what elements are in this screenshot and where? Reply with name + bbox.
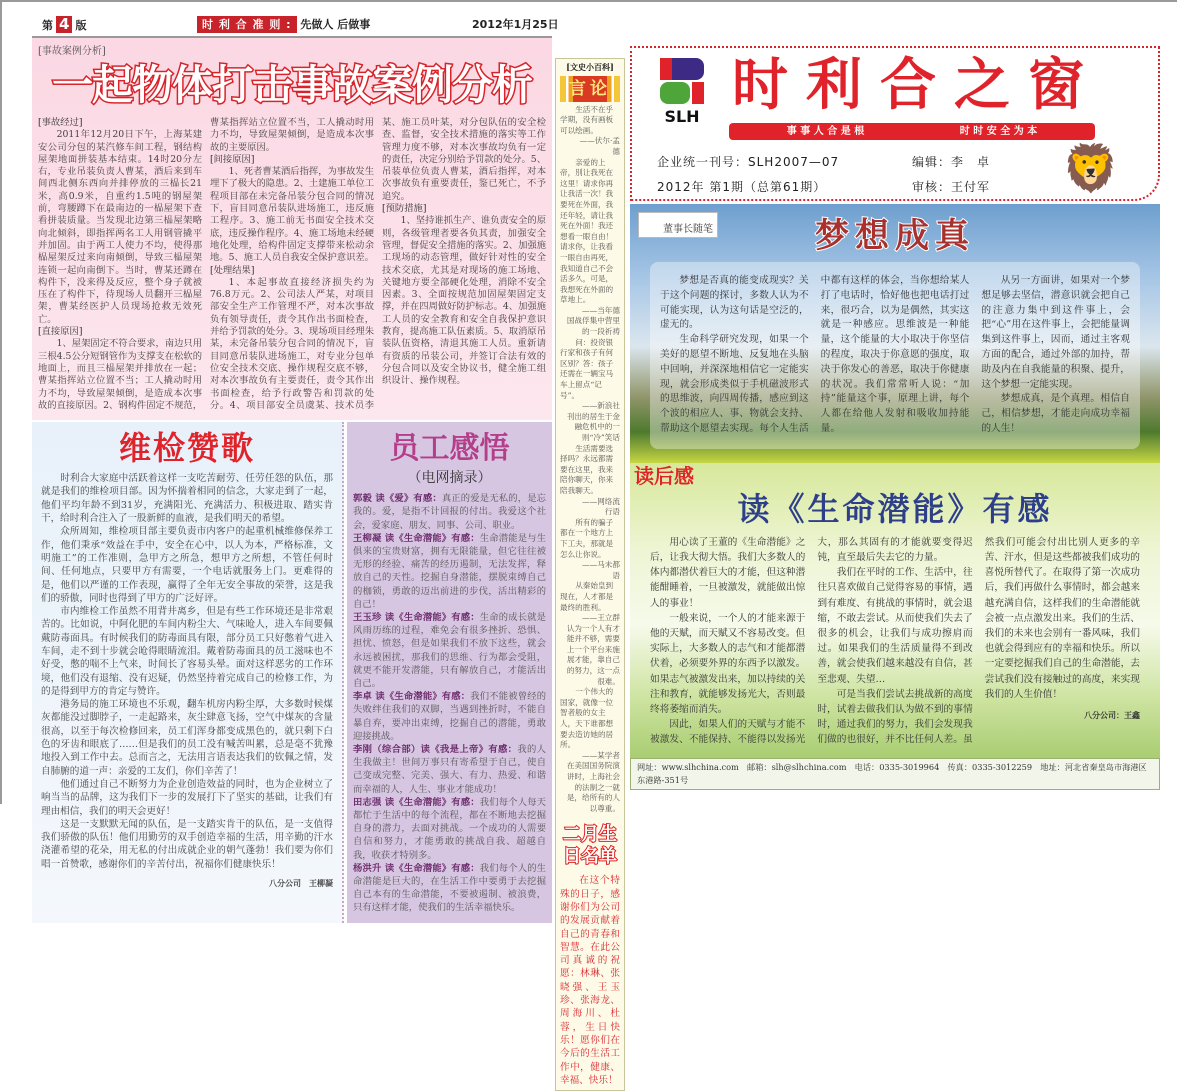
paragraph: 2011年12月20日下午，上海某建安公司分包的某汽修车间工程，钢结构屋架地面拼装基本结束。14时20分左右，专业吊装负责人曹某，酒后来到车间西北侧东西向并排停放的三榀长21米，高0.9米，自重约1.5吨的钢屋架前，弯腰蹲下在最南边的一榀屋架下查看拼装质量。当发现北边第三榀屋架略向北倾斜，即指挥两名工人用钢管撬平并加固。由于两工人使力不均，使得那榀屋架反过来向南倾倒，导致三榀屋架连锁一起向南倒下。当时，曹某还蹲在构件下，没来得及反应，整个身子就被压在了构件下，待现场人员翻开三榀屋架，曹某经医护人员现场抢救无效死亡。 — [38, 129, 202, 325]
quote-source: ——王立群认为一个人有才能并不够，需要上一个平台来施展才能，靠自己的努力，这一点很难。 — [566, 613, 620, 686]
paragraph: 从另一方面讲，如果对一个梦想足够去坚信，潜意识就会把自己的注意力集中到这件事上，会把“心”用在这件事上，会把能量调集到这件事上，因而，通过主客观方面的配合，通过外部的加持，帮助及内在自我能量的积聚、提升，这个梦想一定能实现。 — [981, 275, 1130, 390]
page-header — [32, 14, 625, 36]
paragraph: 梦想成真，是个真理。相信自己，相信梦想，才能走向成功幸福的人生！ — [981, 393, 1130, 434]
section-heading: [直接原因] — [38, 326, 83, 338]
page-number — [42, 16, 86, 33]
paragraph: 我们在平时的工作、生活中，往往只喜欢做自己觉得容易的事情，遇到有难度、有挑战的事情时，就会退缩，不敢去尝试。从而使我们失去了很多的机会，让我们与成功擦肩而过。如果我们的生活质量得不到改善，就会使我们越来越没有自信，甚至悲观、失望… — [817, 567, 973, 685]
insight-author: 杨洪升 读《生命潜能》有感： — [353, 862, 480, 874]
paragraph: 用心读了王董的《生命潜能》之后，让我大彻大悟。我们大多数人的体内都潜伏着巨大的才能，但这种潜能酣睡着，一旦被激发，就能做出惊人的事业！ — [650, 536, 806, 609]
quote-source: ——马未都语 — [582, 560, 620, 580]
section-label: 读后感 — [634, 463, 694, 488]
birthday-text: 在这个特殊的日子，感谢你们为公司的发展贡献着自己的青春和智慧。在此公司真诚的祝愿：林琳、张晓强、王玉珍、张海龙、周海川、杜蓉，生日快乐！愿你们在今后的生活工作中，健康、幸福、快乐！ — [560, 875, 620, 1086]
motto — [197, 16, 370, 32]
insight-item — [353, 532, 546, 611]
maintenance-song-article — [32, 422, 344, 923]
quote-text: 生活需要选择吗？永远都需要在这里，我来陪你聊天，你来陪我聊天。 — [560, 443, 614, 495]
insight-author: 王柳凝 读《生命潜能》有感： — [353, 532, 480, 544]
page-suffix: 版 — [75, 19, 87, 32]
quote-source: ——某学者在美国国务院演讲时，上海社会的法制之一就是，给所有的人以尊重。 — [566, 750, 620, 813]
insight-item — [353, 492, 546, 532]
contact-footer: 网址：www.slhchina.com 邮箱：slh@slhchina.com 电话：0335-3019964 传真：0335-3012259 地址：河北省秦皇岛市海港区东港路-351号 — [630, 758, 1160, 790]
paragraph: 时利合大家庭中活跃着这样一支吃苦耐劳、任劳任怨的队伍，那就是我们的维检项目部。因为怀揣着相同的信念，大家走到了一起，他们平均年龄不到31岁，充满阳光、充满活力、积极进取、踏实肯干，给时利合注入了一股新鲜的血液，是我们明天的希望。 — [41, 473, 333, 525]
paragraph: 市内维检工作虽然不用背井离乡，但是有些工作环境还是非常艰苦的。比如说，中阿化肥的车间内粉尘大、气味呛人，进入车间要佩戴防毒面具。有时候我们的防毒面具有限，部分员工只好憋着气进入车间，走不到十步就会呛得眼睛流泪。戴着防毒面具的员工滋味也不好受，憋的喘不上气来，时间长了容易头晕。面对这样恶劣的工作环境，他们没有退缩、没有迟疑，仍然坚持着完成自己的检修工作，为的是得到甲方的肯定与赞许。 — [41, 606, 333, 697]
insight-text: 真正的爱是无私的，是忘我的。爱，是指不计回报的付出。我爱这个社会，爱家庭、朋友、同事、公司、职业。 — [353, 493, 546, 531]
serial-number: 企业统一刊号：SLH2007—07 — [657, 155, 840, 169]
paragraph: 可是当我们尝试去挑战新的高度时，试着去做我们认为做不到的事情时，通过我们的努力，我们会发现我们做的也很好，并不比任何人差。虽然我们可能会付出比别人更多的辛苦、汗水，但是这些都被我们成功的喜悦所替代了。在取得了第一次成功后，我们再做什么事情时，都会越来越充满自信，这样我们的生命潜能就会被一点点激发出来。我们的生活、我们的未来也会别有一番风味，我们也就会得到应有的幸福和快乐。所以一定要挖掘我们自己的生命潜能，去尝试我们没有接触过的高度，来实现我们的人生价值！ — [817, 536, 1140, 746]
insight-item — [353, 611, 546, 690]
article-title: 一起物体打击事故案例分析 — [52, 61, 532, 109]
section-tag: [事故案例分析] — [38, 46, 106, 57]
birthday-title — [560, 824, 620, 868]
insight-text: 生命潜能是与生俱来的宝贵财富，拥有无限能量，但它往往被无形的经验、痛苦的经历遏制，无法发挥，释放自己的天性。挖掘自身潜能，摆脱束缚自己的枷锁，勇敢的迈出前进的步伐，活出精彩的自己！ — [353, 532, 546, 610]
paragraph: 因此，如果人们的天赋与才能不被激发、不能保持、不能得以发扬光大，那么其固有的才能就要变得迟钝，直至最后失去它的力量。 — [650, 536, 973, 746]
quote-source: ——网络流行语 — [582, 496, 620, 517]
issue-date: 2012年1月25日 — [472, 18, 559, 31]
paragraph: 1、坚持谁抓生产、谁负责安全的原则，各级管理者要各负其责，加强安全管理，督促安全措施的落实。2、加强施工现场的动态管理，做好针对性的安全技术交底，尤其是对现场的施工场地、关键地方要全部硬化处理，消除不安全因素。3、全面按规范加固屋架固定支撑，并在四周做好防护标志。4、加强施工人员的安全教育和安全自我保护意识教育，提高施工队伍素质。5、取消原吊装队伍资格，清退其施工人员。重新请有资质的吊装公司，并签订合法有效的分包合同以及安全协议书，健全施工组织设计、操作规程。 — [382, 215, 546, 387]
dream-header — [650, 212, 1140, 262]
insight-author: 李卓 读《生命潜能》有感： — [353, 691, 471, 703]
bottom-articles — [32, 422, 552, 923]
paragraph: 1、屋架固定不符合要求，南边只用三根4.5公分短钢管作为支撑支在松软的地面上，而且三榀屋架并排放在一起；曹某指挥站立位置不当；工人撬动时用力不均，导致屋架倾倒，是造成本次事故的直接原因。2、钢构件固定不规范，曹某指挥站立位置不当，工人撬动时用力不均，导致屋架倾倒，是造成本次事故的主要原因。 — [38, 117, 374, 411]
article-body — [650, 262, 1140, 449]
page-number-box: 4 — [56, 16, 72, 33]
paragraph: 一般来说，一个人的才能来源于他的天赋，而天赋又不容易改变。但实际上，大多数人的志气和才能都潜伏着，必须要外界的东西予以激发。如果志气被激发出来，加以持续的关注和教育，就能够发扬光大，否则最终将萎缩而消失。 — [650, 612, 806, 715]
paragraph: 梦想是否真的能变成现实？关于这个问题的探讨，多数人认为不可能实现，认为这句话是空泛的，虚无的。 — [660, 275, 809, 331]
slogan-left: 事 事 人 合 是 根 — [786, 126, 865, 137]
reviewer: 审核：王付军 — [912, 180, 991, 194]
quote-list — [560, 105, 620, 815]
insight-author: 王玉珍 读《生命潜能》有感： — [353, 611, 480, 623]
paragraph: 生命科学研究发现，如果一个美好的愿望不断地、反复地在头脑中回响，并深深地相信它一定能实现，就会形成类似于手机磁波形式的思维波，向四周传播，感应到这个波的相应人、事、物就会支持、帮助这个愿望去实现。每个人生活中都有这样的体会，当你想给某人打了电话时，恰好他也把电话打过来，很巧合，以为是偶然，其实这就是一种感应。思维波是一种能量，这个能量的大小取决于你坚信的程度，取决于你意愿的强度，取决于你发心的善恶，取决于你健康的状况。我们常常听人说：“加持”能量这个事，原理上讲，每个人都在给他人发射和吸收加持能量。 — [660, 275, 970, 434]
quote-text: 亲爱的上帝，別让我死在这里！请求你再让我活一次！我要死在外面，我还年轻，请让我死在外面！我还想看一眼自由！请求你，让我看一眼自由再死，我知道自己不会活多久，可是，我想死在外面的草地上。 — [560, 157, 614, 305]
article-body — [38, 117, 546, 412]
slogan-right: 时 时 安 全 为 本 — [959, 126, 1038, 137]
insight-text: 我们不能被曾经的失败绊住我们的双脚，当遇到挫折时，不能自暴自弃，要冲出束缚，挖掘自己的潜能，勇敢迎接挑战。 — [353, 691, 546, 742]
article-title: 员工感悟 — [389, 431, 510, 467]
insight-item — [353, 862, 546, 915]
article-body — [41, 472, 333, 890]
article-subtitle: （电网摘录） — [407, 470, 492, 487]
sidebar-quotes — [555, 58, 625, 1091]
svg-text:SLH: SLH — [664, 107, 700, 126]
left-page — [32, 14, 625, 1091]
sidebar-tag: [文史小百科] — [566, 62, 614, 72]
left-page-body — [32, 36, 625, 1091]
paragraph: 这是一支默默无闻的队伍，是一支踏实肯干的队伍，是一支值得我们骄傲的队伍！他们用勤劳的双手创造幸福的生活，用辛勤的汗水浇灌希望的花朵，用无私的付出成就企业的朝气蓬勃！我们要为你们唱一首赞歌，感谢你们的辛苦付出，祝福你们健康快乐！ — [41, 818, 333, 870]
quote-source: ——伏尔·孟德 — [579, 136, 620, 156]
insight-text: 我的人生我做主！世间万事只有寄希望于自己，使自己变成完整、完美、强大、有力、热爱、和谐而幸福的人，人生、事业才能成功！ — [353, 743, 546, 795]
article-body — [353, 492, 546, 915]
quote-text: 所有的骗子都在一个地方上下工夫，那就是怎么让你说。 — [560, 517, 614, 559]
section-heading: [预防措施] — [382, 203, 427, 215]
insight-author: 田志强 读《生命潜能》有感： — [353, 796, 480, 808]
newspaper-title: 时利合之窗 — [732, 53, 1102, 118]
quote-text: 从秦始皇到现在，人才都是最终的胜利。 — [560, 581, 614, 612]
section-heading: [处理结果] — [210, 264, 255, 276]
insight-author: 李刚（综合部）读《我是上帝》有感： — [353, 743, 518, 755]
article-title: 读《生命潜能》有感 — [737, 489, 1053, 528]
insight-text: 生命的成长就是风雨历练的过程，难免会有很多挫折、恐惧、担忧、愤怒，但是如果我们不放下这些，就会永远被困扰，那我们的思维、行为都会受阻，就更不能开发潜能，只有解放自己，才能活出自己。 — [353, 611, 546, 689]
section-heading: [间接原因] — [210, 153, 255, 165]
paragraph: 1、死者曹某酒后指挥，为事故发生埋下了极大的隐患。2、土建施工单位工程项目部在未完备吊装分包合同的情况下，盲目同意吊装队进场施工，违反施工程序。3、施工前无书面安全技术交底，违反操作程序。4、施工场地未经硬地化处理，给构件固定支撑带来松动余地。5、施工人员自我安全保护意识差。 — [210, 166, 374, 264]
page-prefix: 第 — [42, 19, 53, 32]
motto-text: 先做人 后做事 — [300, 18, 371, 31]
birthday-title-line: 二月生 — [563, 824, 617, 846]
sidebar-title: 言论 — [560, 76, 620, 102]
quote-source: ——新浪社刊出的居生于金融危机中的一则“冷”笑话 — [566, 401, 620, 442]
paragraph: 众所周知，维检项目部主要负责市内客户的起重机械维修保养工作，他们秉承“效益在手中，安全在心中，以人为本，严格标准，文明施工”的工作准则，急甲方之所急，想甲方之所想，不管任何时间、任何地点，只要甲方有需要，一个电话就服务上门。更难得的是，他们以严谨的工作表现，赢得了全年无安全事故的荣誉，这是我们的骄傲，同时也得到了甲方的广泛好评。 — [41, 526, 333, 604]
insight-author: 郭毅 读《爱》有感： — [353, 493, 442, 505]
insight-item — [353, 796, 546, 862]
insight-item — [353, 690, 546, 743]
accident-article — [32, 38, 552, 420]
paragraph: 1、本起事故直接经济损失约为76.8万元。2、公司法人严某，对项目部安全生产工作管理不严，对本次事故负有领导责任，责令其作出书面检查，并给予罚款的处分。3、现场项目经理朱某，未完备吊装分包合同的情况下，盲目同意吊装队进场施工，对专业分包单位安全技术交底、操作规程交底不够，对本次事故负有主要责任，责令其作出书面检查，给予行政警告和罚款的处分。4、项目部安全员虞某、技术员李某、施工员叶某，对分包队伍的安全检查、监督，安全技术措施的落实等工作管理力度不够，对本次事故均负有一定的责任，决定分别给予罚款的处分。5、吊装单位负责人曹某，酒后指挥，对本次事故负有重要责任，鉴已死亡，不予追究。 — [210, 117, 546, 411]
author: 八分公司 王柳凝 — [269, 879, 333, 889]
dream-article — [630, 204, 1160, 463]
insight-text: 我们每个人每天都忙于生活中的每个流程，都在不断地去挖掘自身的潜力，去面对挑战。一个成功的人需要自信和努力，才能勇敢的挑战自我、超越自我，收获才特别多。 — [353, 796, 546, 861]
slh-logo — [652, 56, 712, 126]
left-main-column — [32, 36, 552, 1091]
paragraph: 港务局的施工环境也不乐观，翻车机房内粉尘厚，大多数时候煤灰都能没过脚脖子，一走起路来，灰尘肆意飞扬，空气中煤灰的含量很高，以至于每次检修回来，员工们浑身都变成黑色的，就只剩下白色的牙齿和眼底了……但是我们的员工没有喊苦叫累，总是毫不犹豫地投入到工作中去。总而言之，无法用言语表达我们的钦佩之情，发自肺腑的道一声：亲爱的工友们，你们辛苦了！ — [41, 699, 333, 777]
staff-insights-article — [347, 422, 552, 923]
reading-article — [630, 463, 1160, 758]
article-title: 维检赞歌 — [118, 429, 255, 468]
article-body — [650, 535, 1140, 748]
chairman-essay-badge: 董事长随笔 — [638, 212, 718, 238]
birthday-title-line: 日名单 — [563, 846, 617, 868]
quote-text: 生活不在乎学期，没有画板可以绘画。 — [560, 104, 614, 135]
paragraph: 他们通过自己不断努力为企业创造效益的同时，也为企业树立了响当当的品牌，这为我们下一步的发展打下了坚实的基础，让我们有理由相信，我们的明天会更好！ — [41, 778, 333, 817]
section-heading: [事故经过] — [38, 117, 83, 128]
quote-source: ——当年德国战俘集中营里的一段祈祷 — [566, 305, 620, 337]
editor: 编辑：李 卓 — [912, 155, 991, 169]
motto-label: 时 利 合 准 则 : — [197, 16, 297, 33]
right-page — [630, 46, 1160, 790]
article-title: 梦想成真 — [815, 216, 975, 256]
insight-text: 我们每个人的生命潜能是巨大的，在生活工作中要勇于去挖掘自己本有的生命潜能，不要被遏制、被浪费，只有这样才能，使我们的生活幸福快乐。 — [353, 862, 546, 914]
masthead — [630, 46, 1160, 201]
quote-text: 问：投资银行家和孩子有何区别？答：孩子还需在一辆宝马车上留点“记号”。 — [560, 337, 614, 400]
quote-text: 一个伟大的国家，就像一位智者般的女主人，天下谁都想要去造访她的居所。 — [560, 687, 614, 750]
issue-number: 2012年 第1期（总第61期） — [657, 180, 827, 194]
lion-mascot-icon: 🦁 — [1062, 141, 1120, 195]
insight-item — [353, 743, 546, 796]
author: 八分公司：王鑫 — [1083, 711, 1140, 720]
slogan-bar — [729, 123, 1095, 140]
